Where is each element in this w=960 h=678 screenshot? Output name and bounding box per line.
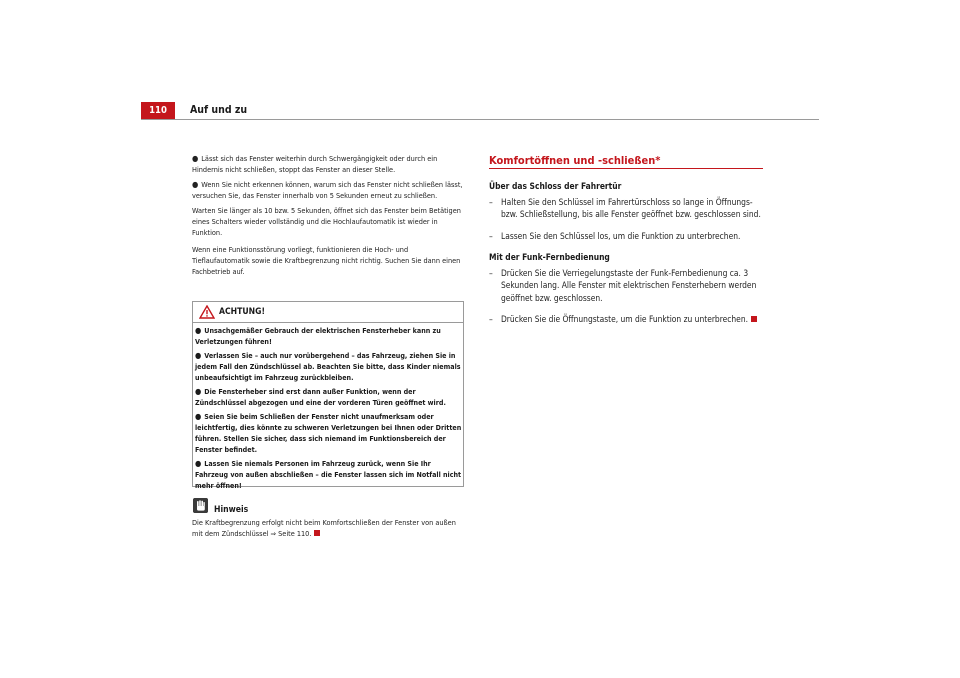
instruction-step: – Drücken Sie die Öffnungstaste, um die Funktion zu unterbrechen. [489,313,767,326]
dash-marker: – [489,267,493,278]
warning-item: ● Die Fensterheber sind erst dann außer Funktion, wenn der Zündschlüssel abgezogen und eine der vorderen Türen geöffnet wird. [195,387,446,407]
warning-item: ● Seien Sie beim Schließen der Fenster nicht unaufmerksam oder leichtfertig, dies könnte zu schweren Verletzungen bei Ihnen oder Dritten führen. Stellen Sie sicher, dass sich niemand im Funktionsbereich der Fenster befindet. [195,412,462,454]
warning-header [193,302,463,323]
end-mark-icon [314,530,320,536]
right-column [489,180,767,335]
section-title: Komfortöffnen und -schließen* [489,154,661,167]
section-divider [489,168,763,169]
bullet-icon: ● [195,326,202,335]
instruction-step: – Lassen Sie den Schlüssel los, um die Funktion zu unterbrechen. [489,230,741,241]
warning-triangle-icon [199,305,215,319]
instruction-step: – Halten Sie den Schlüssel im Fahrertürschloss so lange in Öffnungs- bzw. Schließstellung, bis alle Fenster geöffnet bzw. geschlossen sind. [489,196,761,219]
bullet-icon: ● [195,351,202,360]
warning-item: ● Verlassen Sie – auch nur vorübergehend – das Fahrzeug, ziehen Sie in jedem Fall den Zündschlüssel ab. Beachten Sie bitte, dass Kinder niemals unbeaufsichtigt im Fahrzeug zurückbleiben. [195,351,461,382]
dash-marker: – [489,196,493,207]
bullet-icon: ● [195,459,202,468]
warning-item: ● Unsachgemäßer Gebrauch der elektrischen Fensterheber kann zu Verletzungen führen! [195,326,441,346]
subsection-heading: Über das Schloss der Fahrertür [489,181,622,191]
end-mark-icon [751,316,757,322]
warning-box [192,301,464,490]
bullet-icon: ● [192,154,199,163]
bullet-icon: ● [192,180,199,189]
dash-marker: – [489,230,493,241]
paragraph: Wenn eine Funktionsstörung vorliegt, funktionieren die Hoch- und Tieflaufautomatik sowie die Kraftbegrenzung nicht richtig. Suchen Sie dann einen Fachbetrieb auf. [192,245,461,276]
left-column [192,153,466,283]
page-header-title: Auf und zu [190,104,248,116]
dash-marker: – [489,314,493,324]
bullet-icon: ● [195,387,202,396]
bullet-item: ● Lässt sich das Fenster weiterhin durch Schwergängigkeit oder durch ein Hindernis nicht schließen, stoppt das Fenster an dieser Stelle. [192,154,438,174]
note-text: Die Kraftbegrenzung erfolgt nicht beim Komfortschließen der Fenster von außen mit dem Zündschlüssel ⇒ Seite 110. [192,518,456,538]
bullet-icon: ● [195,412,202,421]
warning-title: ACHTUNG! [219,307,266,317]
warning-item: ● Lassen Sie niemals Personen im Fahrzeug zurück, wenn Sie Ihr Fahrzeug von außen abschließen – die Fenster lassen sich im Notfall nicht mehr öffnen! [195,459,462,490]
instruction-step: – Drücken Sie die Verriegelungstaste der Funk-Fernbedienung ca. 3 Sekunden lang. Alle Fenster mit elektrischen Fensterhebern werden geöffnet bzw. geschlossen. [489,267,757,303]
bullet-item: ● Wenn Sie nicht erkennen können, warum sich das Fenster nicht schließen lässt, versuchen Sie, das Fenster innerhalb von 5 Sekunden erneut zu schließen. [192,180,463,200]
note-title: Hinweis [214,505,249,515]
warning-body [195,325,463,494]
note-hand-icon [193,498,208,513]
subsection-heading: Mit der Funk-Fernbedienung [489,252,610,262]
paragraph: Warten Sie länger als 10 bzw. 5 Sekunden, öffnet sich das Fenster beim Betätigen eines Schalters wieder vollständig und die Hochlaufautomatik ist wieder in Funktion. [192,206,461,237]
page-number: 110 [141,102,175,119]
header-divider [141,119,819,120]
